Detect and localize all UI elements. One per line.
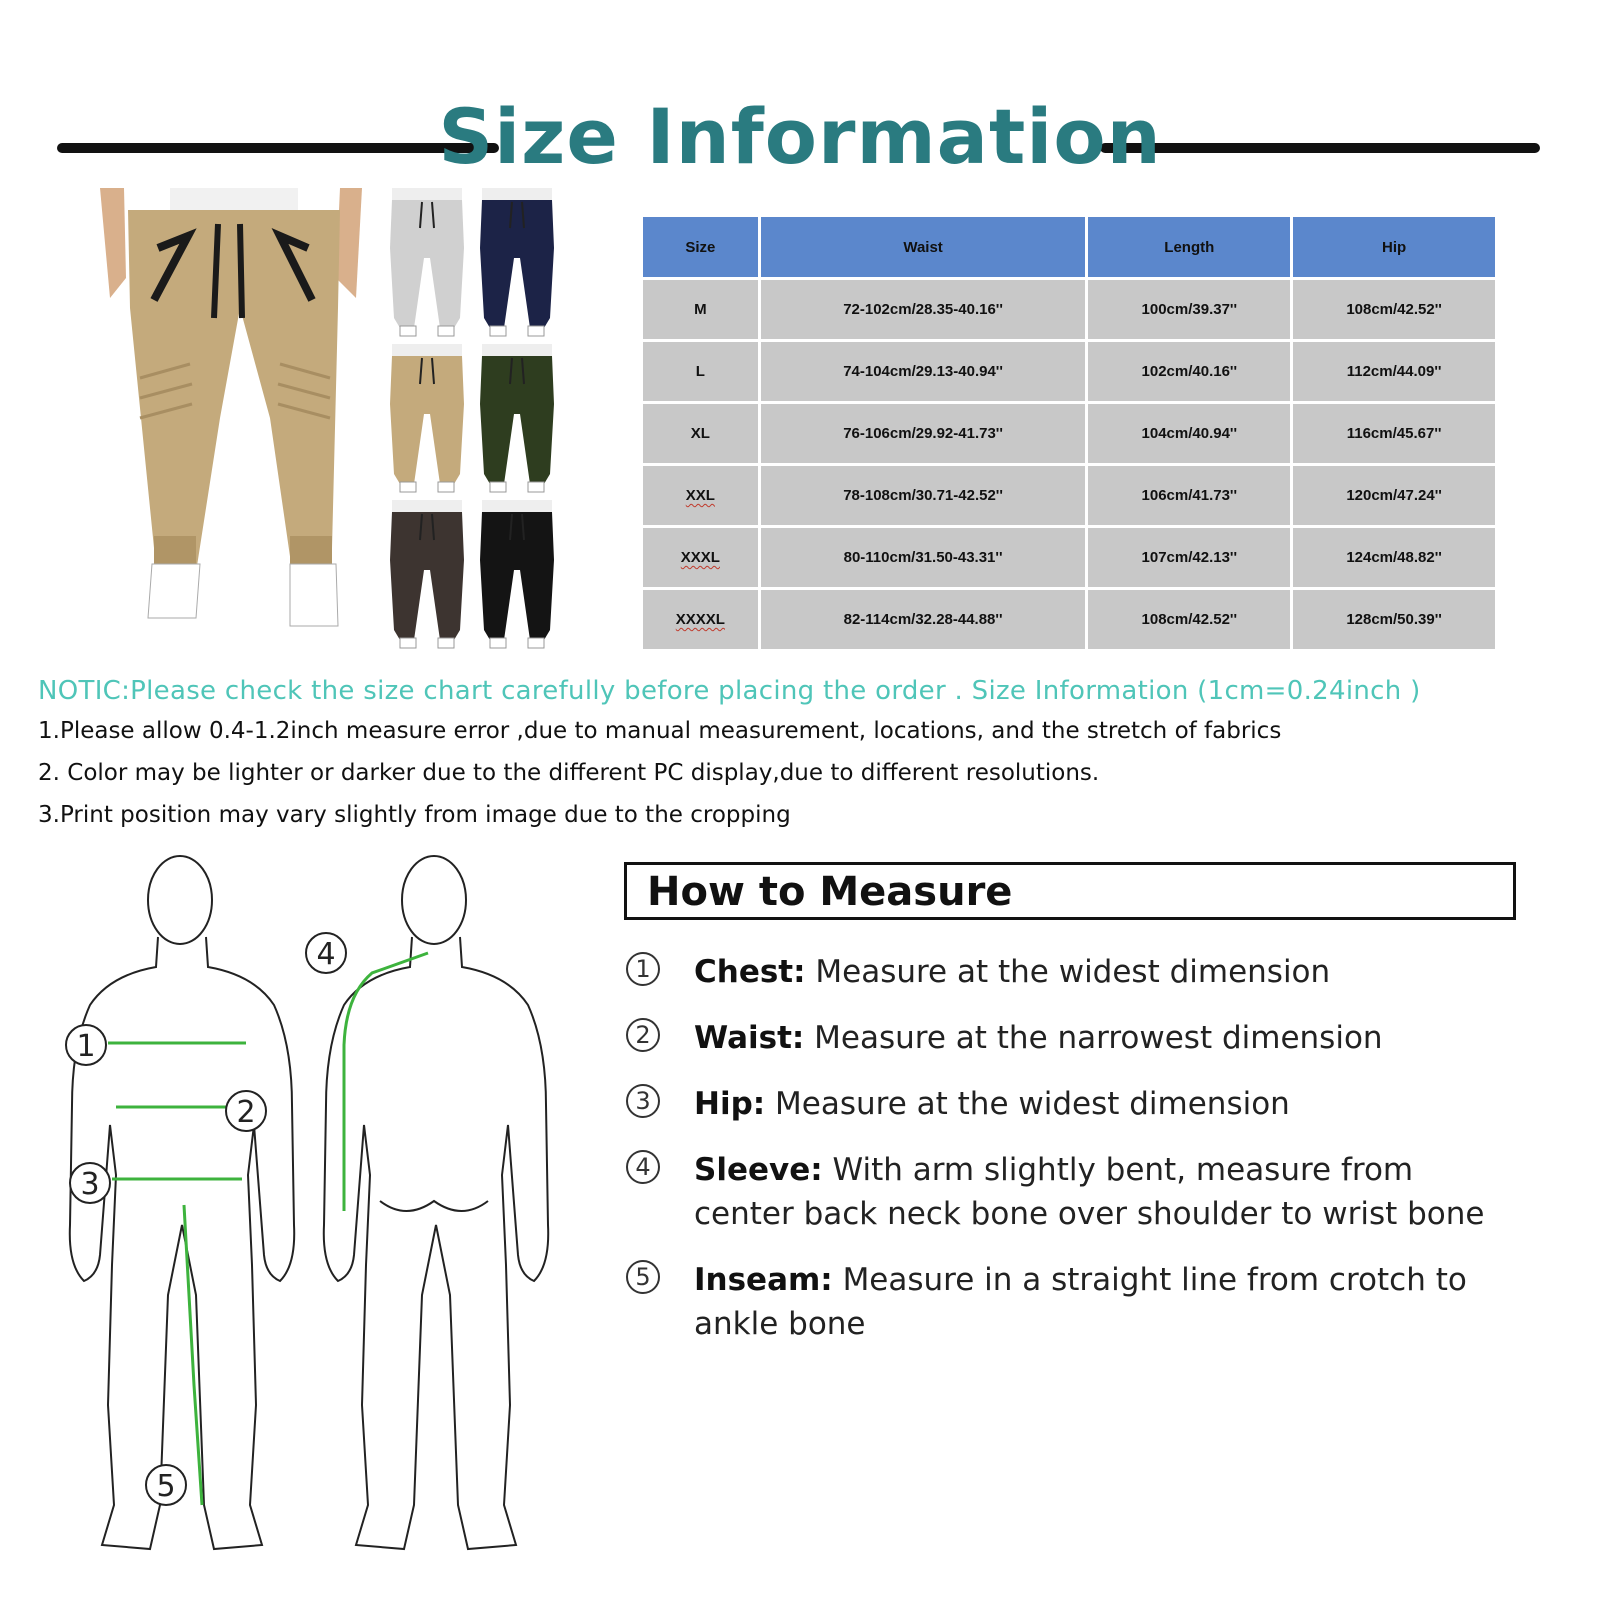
- table-row: [642, 403, 1497, 465]
- measurement-figures: [50, 845, 570, 1585]
- step-text: Measure in a straight line from crotch to ankle bone: [694, 1262, 1467, 1342]
- step-text: Measure at the narrowest dimension: [814, 1020, 1383, 1056]
- front-figure: [70, 856, 294, 1549]
- marker-4: [306, 933, 346, 973]
- grey-pant-photo: [390, 188, 464, 336]
- cell-waist: 74-104cm/29.13-40.94'': [759, 341, 1087, 403]
- step-number: 5: [626, 1260, 660, 1294]
- table-row: [642, 341, 1497, 403]
- cell-hip: 108cm/42.52'': [1292, 279, 1497, 341]
- cell-length: 107cm/42.13'': [1087, 527, 1292, 589]
- marker-5: [146, 1465, 186, 1505]
- marker-2-text: 2: [236, 1095, 256, 1130]
- cell-size: XXXXL: [642, 589, 760, 651]
- header-hip: Hip: [1292, 216, 1497, 279]
- cell-waist: 78-108cm/30.71-42.52'': [759, 465, 1087, 527]
- step-label: Inseam:: [694, 1262, 833, 1298]
- cell-size: M: [642, 279, 760, 341]
- how-to-measure-header: [624, 862, 1516, 920]
- note-3: 3.Print position may vary slightly from image due to the cropping: [38, 802, 791, 828]
- marker-3-text: 3: [80, 1167, 100, 1202]
- cell-size: XL: [642, 403, 760, 465]
- brown-pant-photo: [390, 500, 464, 648]
- cell-size: XXXL: [642, 527, 760, 589]
- back-figure: [324, 856, 548, 1549]
- marker-1: [66, 1025, 106, 1065]
- cell-length: 106cm/41.73'': [1087, 465, 1292, 527]
- step-label: Hip:: [694, 1086, 766, 1122]
- cell-size: L: [642, 341, 760, 403]
- step-number: 4: [626, 1150, 660, 1184]
- cell-hip: 112cm/44.09'': [1292, 341, 1497, 403]
- page-title: Size Information: [438, 92, 1162, 181]
- green-pant-photo: [480, 344, 554, 492]
- table-row: [642, 279, 1497, 341]
- cell-hip: 128cm/50.39'': [1292, 589, 1497, 651]
- cell-hip: 124cm/48.82'': [1292, 527, 1497, 589]
- khaki-small-pant-photo: [390, 344, 464, 492]
- cell-length: 104cm/40.94'': [1087, 403, 1292, 465]
- cell-length: 108cm/42.52'': [1087, 589, 1292, 651]
- size-table-header: [642, 216, 1497, 279]
- note-2: 2. Color may be lighter or darker due to the different PC display,due to different resolutions.: [38, 760, 1100, 786]
- cell-waist: 72-102cm/28.35-40.16'': [759, 279, 1087, 341]
- step-label: Sleeve:: [694, 1152, 823, 1188]
- cell-hip: 116cm/45.67'': [1292, 403, 1497, 465]
- cell-waist: 76-106cm/29.92-41.73'': [759, 403, 1087, 465]
- marker-2: [226, 1091, 266, 1131]
- step-text: With arm slightly bent, measure from center back neck bone over shoulder to wrist bone: [694, 1152, 1485, 1232]
- marker-5-text: 5: [156, 1469, 176, 1504]
- header-size: Size: [642, 216, 760, 279]
- header-waist: Waist: [759, 216, 1087, 279]
- step-label: Waist:: [694, 1020, 805, 1056]
- how-to-measure-title: How to Measure: [647, 869, 1013, 915]
- khaki-pant-photo: [100, 188, 362, 626]
- step-label: Chest:: [694, 954, 806, 990]
- size-table: [640, 214, 1498, 652]
- cell-size: XXL: [642, 465, 760, 527]
- cell-length: 100cm/39.37'': [1087, 279, 1292, 341]
- marker-3: [70, 1163, 110, 1203]
- step-number: 1: [626, 952, 660, 986]
- table-row: [642, 589, 1497, 651]
- cell-hip: 120cm/47.24'': [1292, 465, 1497, 527]
- measure-lines: [108, 953, 428, 1505]
- cell-waist: 80-110cm/31.50-43.31'': [759, 527, 1087, 589]
- cell-length: 102cm/40.16'': [1087, 341, 1292, 403]
- product-photos: [100, 188, 570, 660]
- table-row: [642, 527, 1497, 589]
- black-pant-photo: [480, 500, 554, 648]
- marker-1-text: 1: [76, 1029, 96, 1064]
- notice-text: NOTIC:Please check the size chart carefully before placing the order . Size Information (1cm=0.24inch ): [38, 676, 1421, 706]
- table-row: [642, 465, 1497, 527]
- marker-4-text: 4: [316, 937, 336, 972]
- step-number: 3: [626, 1084, 660, 1118]
- step-text: Measure at the widest dimension: [815, 954, 1331, 990]
- header-length: Length: [1087, 216, 1292, 279]
- navy-pant-photo: [480, 188, 554, 336]
- step-number: 2: [626, 1018, 660, 1052]
- note-1: 1.Please allow 0.4-1.2inch measure error ,due to manual measurement, locations, and the stretch of fabrics: [38, 718, 1282, 744]
- cell-waist: 82-114cm/32.28-44.88'': [759, 589, 1087, 651]
- step-text: Measure at the widest dimension: [775, 1086, 1290, 1122]
